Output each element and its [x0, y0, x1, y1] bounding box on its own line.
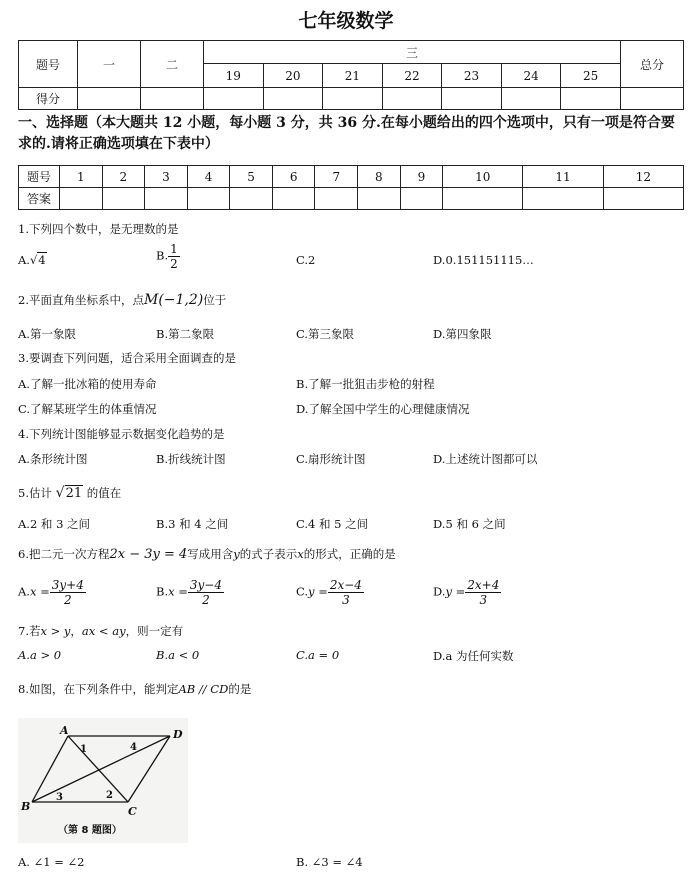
fraction: [188, 578, 224, 607]
stem-text: 5.估计: [18, 486, 52, 500]
numerator: 3y+4: [51, 578, 84, 592]
answer-cell[interactable]: [315, 188, 358, 210]
question-6-option-b: [156, 578, 224, 607]
question-8-option-a: A. ∠1 = ∠2: [18, 855, 85, 869]
geometry-figure: [18, 718, 188, 843]
score-table-col-3: 三: [204, 41, 621, 64]
lhs: y =: [308, 584, 328, 599]
score-table-score-label: 得分: [19, 88, 78, 110]
question-2-option-c: C.第三象限: [296, 327, 355, 341]
numerator: 2x+4: [467, 578, 500, 592]
lhs: x =: [168, 584, 188, 599]
question-1-option-a: [18, 253, 47, 267]
score-table-subcol: 25: [561, 64, 621, 88]
denominator: 3: [342, 593, 350, 607]
stem-text: ，则一定有: [125, 624, 184, 638]
question-2-option-d: D.第四象限: [433, 327, 492, 341]
page-title: 七年级数学: [298, 10, 394, 32]
point-m: M(−1,2): [143, 292, 204, 308]
label-a: A: [60, 724, 69, 737]
numerator: 3y−4: [189, 578, 222, 592]
answer-table-question-label: 题号: [19, 166, 60, 188]
answer-cell[interactable]: [358, 188, 401, 210]
option-b-prefix: B.: [156, 248, 169, 263]
question-4-option-b: B.折线统计图: [156, 452, 226, 466]
question-1-option-b: [156, 242, 180, 271]
answer-cell[interactable]: [603, 188, 683, 210]
answer-table-number: 1: [60, 166, 103, 188]
stem-text: 8.如图，在下列条件中，能判定: [18, 682, 179, 696]
question-3-option-d: D.了解全国中学生的心理健康情况: [296, 402, 470, 416]
var-x: x: [297, 547, 304, 561]
stem-text: 的式子表示: [239, 547, 298, 561]
stem-text: ，: [70, 624, 82, 638]
question-3-option-c: C.了解某班学生的体重情况: [18, 402, 157, 416]
answer-table-number: 11: [523, 166, 603, 188]
question-3-option-b: B.了解一批狙击步枪的射程: [296, 377, 435, 391]
question-8-stem: [18, 681, 251, 697]
answer-cell[interactable]: [230, 188, 273, 210]
question-5-option-d: D.5 和 6 之间: [433, 517, 506, 531]
fraction: [168, 242, 180, 271]
question-2-stem: [18, 292, 226, 308]
numerator: 2x−4: [329, 578, 362, 592]
question-5-option-b: B.3 和 4 之间: [156, 517, 229, 531]
denominator: 3: [479, 593, 488, 607]
sqrt-symbol: √: [55, 485, 65, 501]
question-7-option-b: B.a < 0: [156, 648, 200, 662]
parallel-condition: AB // CD: [178, 682, 229, 696]
fraction: [328, 578, 364, 607]
score-cell[interactable]: [323, 88, 383, 110]
answer-cell[interactable]: [272, 188, 315, 210]
question-4-option-d: D.上述统计图都可以: [433, 452, 538, 466]
lhs: x =: [29, 584, 50, 599]
question-6-option-c: [296, 578, 364, 607]
question-8-option-b: B. ∠3 = ∠4: [296, 855, 363, 869]
score-cell[interactable]: [204, 88, 264, 110]
score-cell[interactable]: [78, 88, 141, 110]
answer-table-number: 12: [603, 166, 683, 188]
answer-cell[interactable]: [60, 188, 103, 210]
score-table-question-label: 题号: [19, 41, 78, 88]
angle-3-label: 3: [56, 792, 63, 803]
lhs: y =: [445, 584, 466, 599]
score-cell[interactable]: [263, 88, 323, 110]
question-6-option-a: [18, 578, 86, 607]
answer-cell[interactable]: [187, 188, 230, 210]
stem-text: 6.把二元一次方程: [18, 547, 110, 561]
radicand: 4: [38, 253, 46, 267]
stem-text: 的值在: [86, 486, 122, 500]
section-1-heading: 一、选择题（本大题共 12 小题，每小题 3 分，共 36 分.在每小题给出的四个选项中，只有一项是符合要求的.请将正确选项填在下表中）: [18, 115, 675, 152]
answer-table-number: 2: [102, 166, 145, 188]
segment-ac: [68, 736, 128, 802]
question-5-option-a: A.2 和 3 之间: [18, 517, 91, 531]
question-4-option-c: C.扇形统计图: [296, 452, 366, 466]
answer-cell[interactable]: [523, 188, 603, 210]
score-table: [18, 40, 684, 110]
answer-table: [18, 165, 684, 210]
answer-table-number: 7: [315, 166, 358, 188]
score-table-total: 总分: [621, 41, 684, 88]
answer-cell[interactable]: [145, 188, 188, 210]
score-cell[interactable]: [501, 88, 561, 110]
stem-text: 7.若: [18, 624, 41, 638]
label-d: D: [173, 728, 183, 741]
sqrt-symbol: √: [29, 253, 38, 267]
option-a-prefix: A.: [18, 253, 30, 267]
score-cell[interactable]: [382, 88, 442, 110]
condition-1: x > y: [40, 624, 71, 638]
score-cell[interactable]: [442, 88, 502, 110]
figure-8: [18, 718, 188, 843]
question-1-option-c: C.2: [296, 253, 316, 267]
option-prefix: A.: [18, 584, 30, 599]
answer-table-number: 10: [443, 166, 523, 188]
score-cell[interactable]: [561, 88, 621, 110]
score-table-subcol: 21: [323, 64, 383, 88]
label-c: C: [128, 805, 137, 818]
question-1-stem: 1.下列四个数中，是无理数的是: [18, 222, 179, 236]
question-7-option-d: D.a 为任何实数: [433, 649, 514, 663]
score-table-subcol: 22: [382, 64, 442, 88]
label-b: B: [21, 800, 31, 813]
answer-table-number: 5: [230, 166, 273, 188]
answer-table-number: 6: [272, 166, 315, 188]
option-prefix: C.: [296, 584, 309, 599]
question-5-stem: [18, 485, 121, 501]
figure-caption: （第 8 题图）: [58, 825, 122, 836]
stem-text: 写成用含: [187, 547, 234, 561]
question-4-option-a: A.条形统计图: [18, 452, 88, 466]
question-3-option-a: A.了解一批冰箱的使用寿命: [18, 377, 157, 391]
score-table-subcol: 23: [442, 64, 502, 88]
score-table-subcol: 24: [501, 64, 561, 88]
answer-cell[interactable]: [443, 188, 523, 210]
stem-text: 位于: [203, 293, 227, 307]
score-table-col-2: 二: [141, 41, 204, 88]
question-2-option-b: B.第二象限: [156, 327, 215, 341]
question-3-stem: 3.要调查下列问题，适合采用全面调查的是: [18, 351, 236, 365]
denominator: 2: [63, 593, 72, 607]
stem-text: 的是: [228, 682, 252, 696]
angle-4-label: 4: [130, 742, 137, 753]
score-cell[interactable]: [141, 88, 204, 110]
fraction: [465, 578, 501, 607]
angle-1-label: 1: [80, 744, 87, 755]
question-4-stem: 4.下列统计图能够显示数据变化趋势的是: [18, 427, 225, 441]
score-cell[interactable]: [621, 88, 684, 110]
question-2-option-a: A.第一象限: [18, 327, 76, 341]
score-table-subcol: 19: [204, 64, 264, 88]
var-y: y: [233, 547, 240, 561]
answer-cell[interactable]: [102, 188, 145, 210]
answer-table-number: 4: [187, 166, 230, 188]
score-table-col-1: 一: [78, 41, 141, 88]
question-7-option-a: A.a > 0: [18, 648, 62, 662]
radicand: 21: [65, 486, 83, 501]
angle-2-label: 2: [106, 790, 113, 801]
answer-cell[interactable]: [400, 188, 443, 210]
answer-table-number: 3: [145, 166, 188, 188]
stem-text: 2.平面直角坐标系中，点: [18, 293, 144, 307]
fraction: [50, 578, 86, 607]
denominator: 2: [170, 257, 178, 271]
question-6-option-d: [433, 578, 501, 607]
answer-table-answer-label: 答案: [19, 188, 60, 210]
condition-2: ax < ay: [81, 624, 126, 638]
option-prefix: D.: [433, 584, 446, 599]
answer-table-number: 9: [400, 166, 443, 188]
answer-table-number: 8: [358, 166, 401, 188]
question-1-option-d: D.0.151151115…: [433, 253, 534, 267]
equation: 2x − 3y = 4: [109, 547, 188, 562]
question-7-stem: [18, 623, 183, 639]
stem-text: 的形式，正确的是: [303, 547, 396, 561]
question-7-option-c: C.a = 0: [296, 648, 340, 662]
denominator: 2: [202, 593, 210, 607]
numerator: 1: [170, 242, 178, 256]
option-prefix: B.: [156, 584, 169, 599]
score-table-subcol: 20: [263, 64, 323, 88]
question-5-option-c: C.4 和 5 之间: [296, 517, 369, 531]
question-6-stem: [18, 546, 396, 562]
